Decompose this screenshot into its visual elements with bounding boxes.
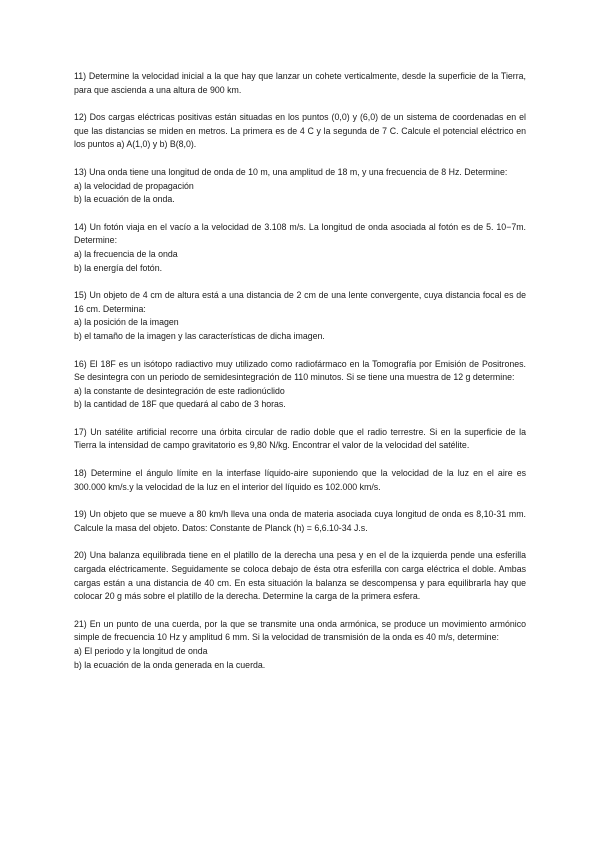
problem-18	[74, 467, 526, 494]
problem-14	[74, 221, 526, 275]
problem-statement: 18) Determine el ángulo límite en la interfase líquido-aire suponiendo que la velocidad de la luz en el aire es 300.000 km/s.y la velocidad de la luz en el interior del líquido es 102.000 km/s.	[74, 468, 526, 492]
problem-item: b) la energía del fotón.	[74, 262, 163, 273]
problem-statement: 14) Un fotón viaja en el vacío a la velocidad de 3.108 m/s. La longitud de onda asociada al fotón es de 5. 10−7m. Determine:	[74, 221, 526, 246]
problem-statement: 17) Un satélite artificial recorre una órbita circular de radio doble que el radio terrestre. Si en la superficie de la Tierra la intensidad de campo gravitatorio es 9,80 N/kg. Encontrar el valor de la velocidad del satélite.	[74, 426, 526, 451]
problem-19	[74, 508, 526, 535]
problem-statement: 21) En un punto de una cuerda, por la que se transmite una onda armónica, se produce un movimiento armónico simple de frecuencia 10 Hz y amplitud 6 mm. Si la velocidad de transmisión de la onda es 40 m/s, determine:	[74, 618, 526, 643]
problem-13	[74, 166, 526, 207]
problem-item: a) El periodo y la longitud de onda	[74, 646, 208, 656]
problem-17	[74, 426, 526, 453]
problem-11	[74, 70, 526, 97]
problem-item: b) la cantidad de 18F que quedará al cabo de 3 horas.	[74, 399, 286, 410]
problem-statement: 15) Un objeto de 4 cm de altura está a una distancia de 2 cm de una lente convergente, cuya distancia focal es de 16 cm. Determina:	[74, 290, 526, 314]
problem-20	[74, 549, 526, 603]
problem-statement: 13) Una onda tiene una longitud de onda de 10 m, una amplitud de 18 m, y una frecuencia de 8 Hz. Determine:	[74, 166, 508, 177]
problem-item: a) la velocidad de propagación	[74, 180, 194, 191]
problem-statement: 20) Una balanza equilibrada tiene en el platillo de la derecha una pesa y en el de la izquierda pende una esferilla cargada eléctricamente. Seguidamente se coloca debajo de ésta otra esferilla con carga eléctrica el doble. Ambas cargas están a una distancia de 40 cm. En esta situación la balanza se descompensa y para equilibrarla hay que colocar 20 g más sobre el platillo de la derecha. Determine la carga de la primera esfera.	[74, 550, 526, 602]
problem-list	[74, 70, 526, 686]
problem-item: b) la ecuación de la onda.	[74, 194, 175, 205]
problem-item: a) la constante de desintegración de este radionúclido	[74, 385, 285, 396]
problem-statement: 19) Un objeto que se mueve a 80 km/h lleva una onda de materia asociada cuya longitud de onda es 8,10-31 mm. Calcule la masa del objeto. Datos: Constante de Planck (h) = 6,6.10-34 J.s.	[74, 509, 526, 533]
problem-statement: 11) Determine la velocidad inicial a la que hay que lanzar un cohete verticalmente, desde la superficie de la Tierra, para que ascienda a una altura de 900 km.	[74, 71, 526, 95]
problem-item: b) el tamaño de la imagen y las características de dicha imagen.	[74, 330, 325, 341]
problem-16	[74, 358, 526, 412]
problem-21	[74, 618, 526, 672]
problem-statement: 12) Dos cargas eléctricas positivas están situadas en los puntos (0,0) y (6,0) de un sistema de coordenadas en el que las distancias se miden en metros. La primera es de 4 C y la segunda de 7 C. Calcule el potencial eléctrico en los puntos a) A(1,0) y b) B(8,0).	[74, 112, 526, 150]
problem-item: a) la frecuencia de la onda	[74, 248, 178, 259]
problem-item: b) la ecuación de la onda generada en la cuerda.	[74, 659, 266, 670]
problem-item: a) la posición de la imagen	[74, 317, 179, 328]
problem-statement: 16) El 18F es un isótopo radiactivo muy utilizado como radiofármaco en la Tomografía por Emisión de Positrones. Se desintegra con un periodo de semidesintegración de 110 minutos. Si se tiene una muestra de 12 g determine:	[74, 358, 526, 383]
problem-12	[74, 111, 526, 152]
problem-15	[74, 289, 526, 343]
